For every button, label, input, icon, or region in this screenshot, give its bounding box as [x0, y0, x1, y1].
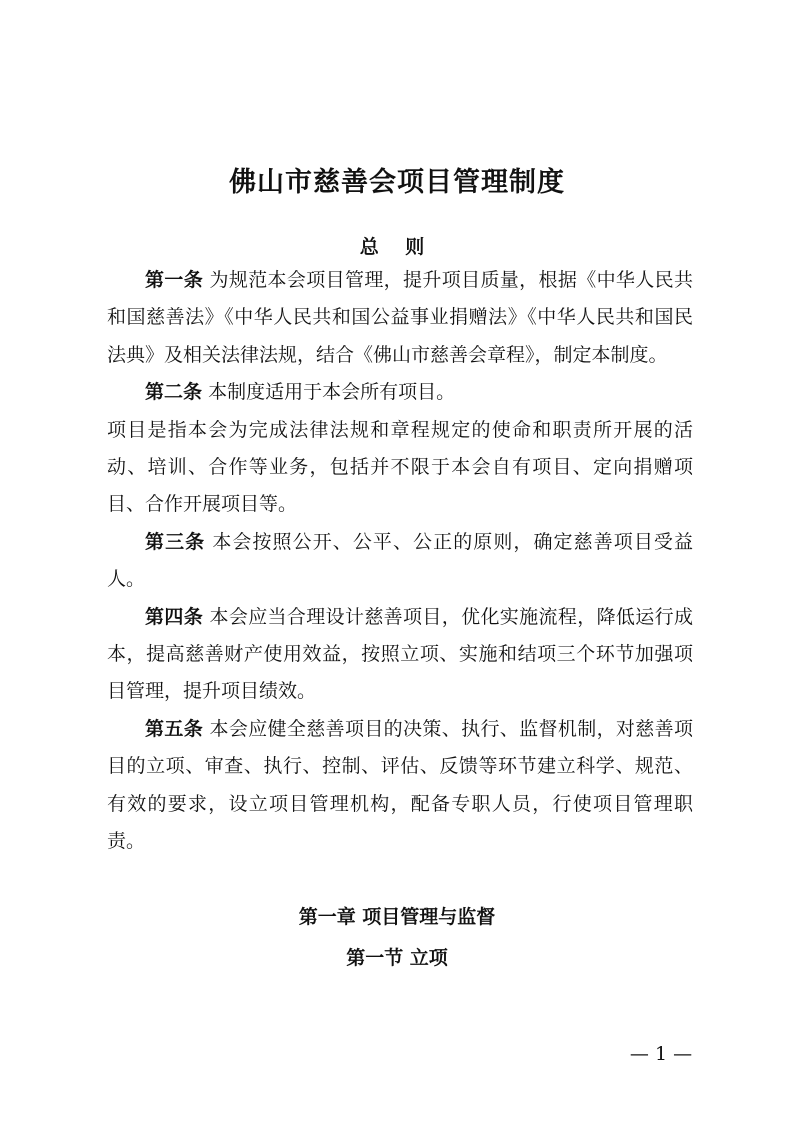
article-number: 第五条 [145, 717, 204, 740]
document-title: 佛山市慈善会项目管理制度 [229, 167, 565, 198]
article-text: 本会按照公开、公平、公正的原则，确定慈善项目受益人。 [107, 530, 693, 591]
article-2 [107, 374, 693, 411]
document-body [107, 262, 693, 861]
article-number: 第二条 [145, 381, 203, 404]
article-text: 本制度适用于本会所有项目。 [208, 381, 456, 404]
article-5 [107, 711, 693, 861]
section-heading: 第一节 立项 [346, 947, 448, 969]
chapter-heading: 第一章 项目管理与监督 [298, 906, 496, 928]
general-provisions-heading: 总 则 [359, 236, 435, 258]
article-number: 第一条 [145, 269, 204, 291]
article-number: 第四条 [145, 605, 204, 628]
article-text: 本会应当合理设计慈善项目，优化实施流程，降低运行成本，提高慈善财产使用效益，按照立项、实施和结项三个环节加强项目管理，提升项目绩效。 [107, 605, 693, 703]
article-2-continuation: 项目是指本会为完成法律法规和章程规定的使命和职责所开展的活动、培训、合作等业务，包括并不限于本会自有项目、定向捐赠项目、合作开展项目等。 [107, 418, 693, 516]
article-text: 为规范本会项目管理，提升项目质量，根据《中华人民共和国慈善法》《中华人民共和国公益事业捐赠法》《中华人民共和国民法典》及相关法律法规，结合《佛山市慈善会章程》，制定本制度。 [107, 269, 693, 366]
article-4 [107, 599, 693, 711]
article-1 [107, 262, 693, 374]
article-text: 本会应健全慈善项目的决策、执行、监督机制，对慈善项目的立项、审查、执行、控制、评估、反馈等环节建立科学、规范、有效的要求，设立项目管理机构，配备专职人员，行使项目管理职责。 [107, 717, 693, 853]
page-number: — 1 — [629, 1043, 693, 1065]
article-number: 第三条 [145, 530, 206, 553]
article-3 [107, 524, 693, 599]
